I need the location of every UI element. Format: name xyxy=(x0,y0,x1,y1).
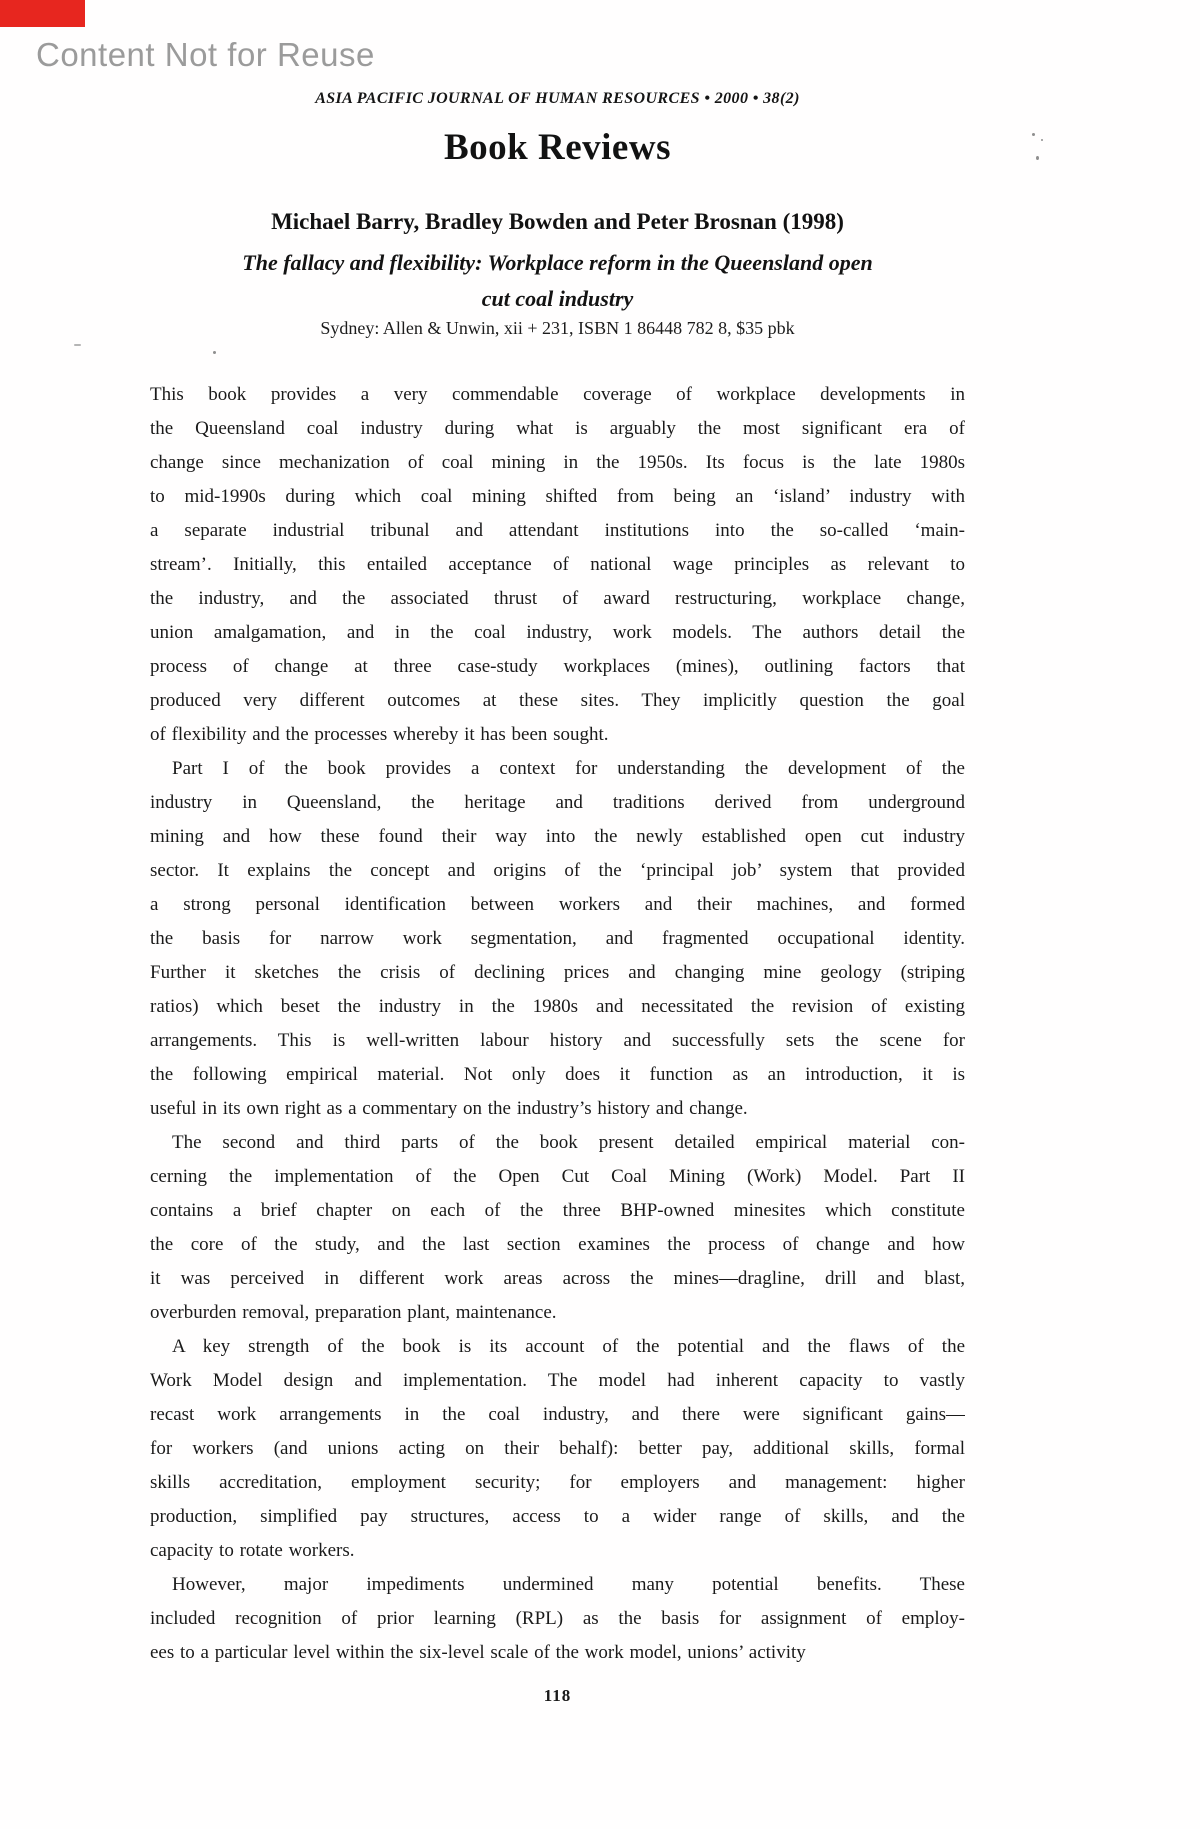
body-line: for workers (and unions acting on their behalf): better pay, additional skills, formal xyxy=(150,1438,965,1459)
body-line: ratios) which beset the industry in the 1980s and necessitated the revision of existing xyxy=(150,996,965,1017)
body-line: the following empirical material. Not only does it function as an introduction, it is xyxy=(150,1064,965,1085)
body-line: a separate industrial tribunal and attendant institutions into the so-called ‘main- xyxy=(150,520,965,541)
book-title-line-1: The fallacy and flexibility: Workplace reform in the Queensland open xyxy=(242,250,873,275)
text-column xyxy=(150,0,965,1829)
body-line: skills accreditation, employment security; for employers and management: higher xyxy=(150,1472,965,1493)
body-line: it was perceived in different work areas across the mines—dragline, drill and blast, xyxy=(150,1268,965,1289)
journal-header: ASIA PACIFIC JOURNAL OF HUMAN RESOURCES • 2000 • 38(2) xyxy=(315,90,800,107)
body-line: the industry, and the associated thrust of award restructuring, workplace change, xyxy=(150,588,965,609)
review-authors: Michael Barry, Bradley Bowden and Peter Brosnan (1998) xyxy=(271,209,844,234)
body-line: produced very different outcomes at these sites. They implicitly question the goal xyxy=(150,690,965,711)
body-paragraph xyxy=(150,1568,965,1670)
body-paragraph xyxy=(150,1126,965,1330)
body-line: the core of the study, and the last section examines the process of change and how xyxy=(150,1234,965,1255)
body-line: arrangements. This is well-written labour history and successfully sets the scene for xyxy=(150,1030,965,1051)
book-title-line-2: cut coal industry xyxy=(481,286,634,311)
body-paragraph xyxy=(150,1330,965,1568)
scan-speck xyxy=(1041,139,1043,141)
body-line: production, simplified pay structures, access to a wider range of skills, and the xyxy=(150,1506,965,1527)
body-line: union amalgamation, and in the coal industry, work models. The authors detail the xyxy=(150,622,965,643)
body-line: overburden removal, preparation plant, maintenance. xyxy=(150,1302,557,1323)
book-title xyxy=(150,245,965,317)
body-line: stream’. Initially, this entailed acceptance of national wage principles as relevant to xyxy=(150,554,965,575)
review-body xyxy=(150,378,965,1670)
body-line: of flexibility and the processes whereby it has been sought. xyxy=(150,724,609,745)
body-line: This book provides a very commendable coverage of workplace developments in xyxy=(150,384,965,405)
publisher-line: Sydney: Allen & Unwin, xii + 231, ISBN 1 86448 782 8, $35 pbk xyxy=(320,318,795,338)
body-line: A key strength of the book is its account of the potential and the flaws of the xyxy=(172,1336,965,1357)
body-line: to mid-1990s during which coal mining shifted from being an ‘island’ industry with xyxy=(150,486,965,507)
body-line: cerning the implementation of the Open Cut Coal Mining (Work) Model. Part II xyxy=(150,1166,965,1187)
body-line: ees to a particular level within the six-level scale of the work model, unions’ activity xyxy=(150,1642,806,1663)
body-line: included recognition of prior learning (RPL) as the basis for assignment of employ- xyxy=(150,1608,965,1629)
body-line: Work Model design and implementation. The model had inherent capacity to vastly xyxy=(150,1370,965,1391)
scan-speck xyxy=(74,344,81,346)
content-not-for-reuse-watermark: Content Not for Reuse xyxy=(36,36,375,73)
body-line: contains a brief chapter on each of the three BHP-owned minesites which constitute xyxy=(150,1200,965,1221)
body-line: However, major impediments undermined many potential benefits. These xyxy=(172,1574,965,1595)
scan-speck xyxy=(1036,156,1039,160)
body-line: recast work arrangements in the coal industry, and there were significant gains— xyxy=(150,1404,965,1425)
body-line: sector. It explains the concept and origins of the ‘principal job’ system that provided xyxy=(150,860,965,881)
body-line: Further it sketches the crisis of declining prices and changing mine geology (striping xyxy=(150,962,965,983)
body-paragraph xyxy=(150,378,965,752)
body-line: mining and how these found their way into the newly established open cut industry xyxy=(150,826,965,847)
body-line: the Queensland coal industry during what is arguably the most significant era of xyxy=(150,418,965,439)
body-line: Part I of the book provides a context for understanding the development of the xyxy=(172,758,965,779)
red-corner-mark xyxy=(0,0,85,27)
page-title: Book Reviews xyxy=(444,127,671,168)
body-line: capacity to rotate workers. xyxy=(150,1540,355,1561)
page-number: 118 xyxy=(543,1686,572,1705)
body-paragraph xyxy=(150,752,965,1126)
scan-speck xyxy=(1032,133,1035,136)
body-line: the basis for narrow work segmentation, and fragmented occupational identity. xyxy=(150,928,965,949)
body-line: a strong personal identification between workers and their machines, and formed xyxy=(150,894,965,915)
body-line: industry in Queensland, the heritage and traditions derived from underground xyxy=(150,792,965,813)
body-line: The second and third parts of the book present detailed empirical material con- xyxy=(172,1132,965,1153)
body-line: useful in its own right as a commentary on the industry’s history and change. xyxy=(150,1098,748,1119)
body-line: change since mechanization of coal mining in the 1950s. Its focus is the late 1980s xyxy=(150,452,965,473)
body-line: process of change at three case-study workplaces (mines), outlining factors that xyxy=(150,656,965,677)
